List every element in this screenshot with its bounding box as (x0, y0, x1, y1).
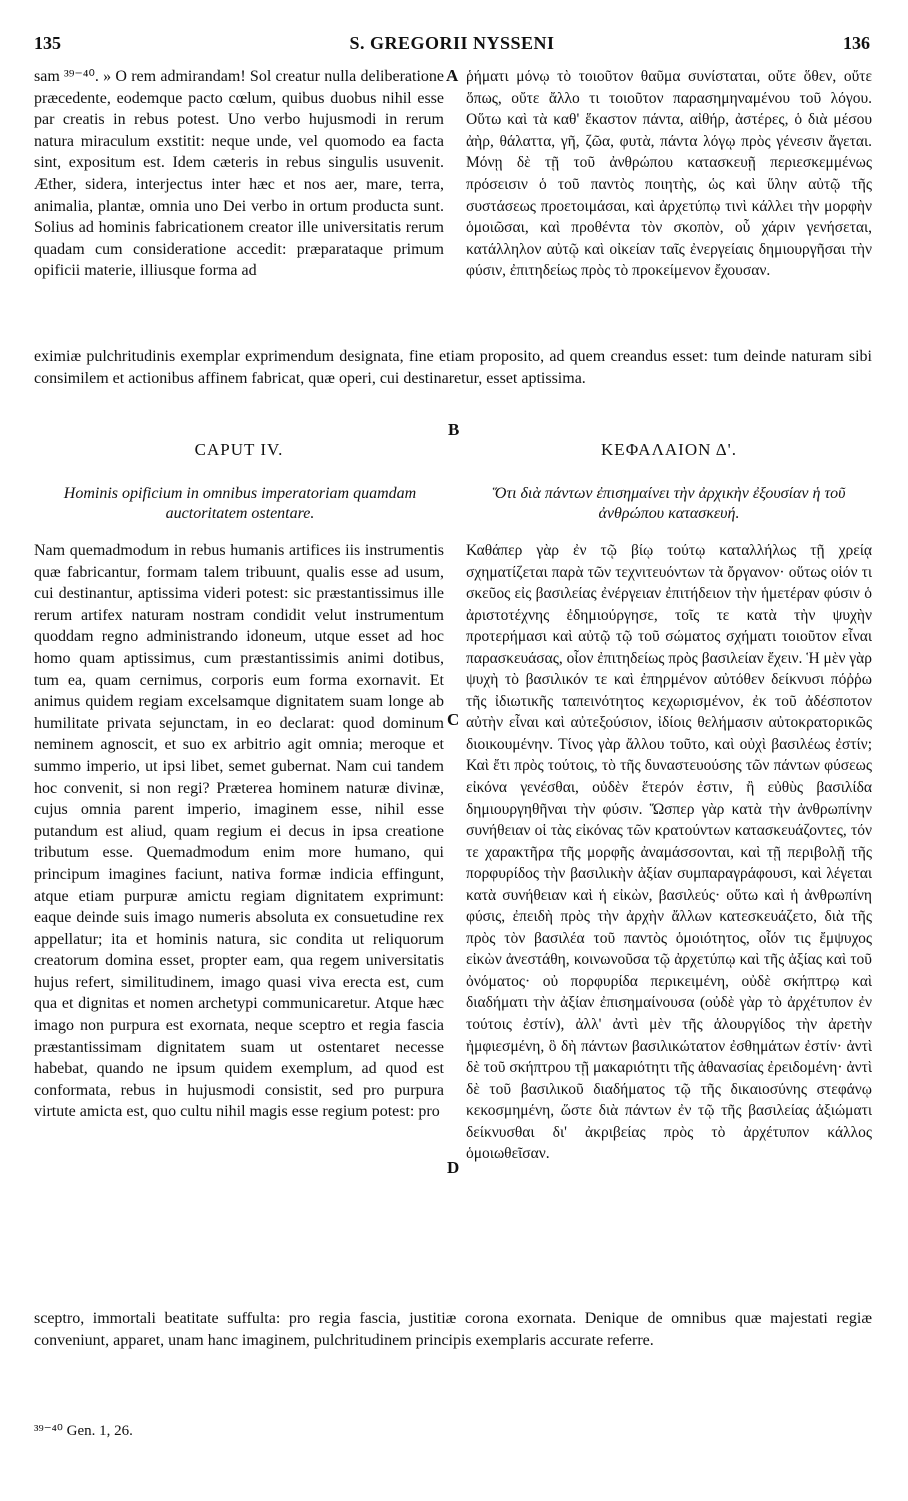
running-title: S. GREGORII NYSSENI (349, 33, 555, 53)
latin-column-main (34, 540, 444, 1123)
latin-chapter-subtitle: Hominis opificium in omnibus imperatoriam quamdam auctoritatem ostentare. (63, 485, 417, 522)
page-number-right: 136 (843, 33, 870, 53)
greek-chapter-heading: ΚΕΦΑΛΑΙΟΝ Δ'. (601, 440, 737, 459)
greek-paragraph-main: Καθάπερ γὰρ ἐν τῷ βίῳ τούτῳ καταλλήλως τῇ χρείᾳ σχηματίζεται παρὰ τῶν τεχνιτευόντων τὰ ὄργανον· οὕτως οἱόν τι σκεῦος εἰς βασιλείας ἐνέργειαν ἐπιτήδειον τὴν ἡμετέραν φύσιν ὁ ἀριστοτέχνης ἐδημιούργησε, τοῖς τε κατὰ τὴν ψυχὴν προτερήμασι καὶ αὐτῷ τῷ τοῦ σώματος σχήματι τοιοῦτον εἶναι παρασκευάσας, οἷον ἐπιτηδείως πρὸς βασιλείαν ἔχειν. Ἡ μὲν γὰρ ψυχὴ τὸ βασιλικόν τε καὶ ἐπηρμένον αὐτόθεν δείκνυσι πόῤῥω τῆς ἰδιωτικῆς ταπεινότητος κεχωρισμένον, ἐκ τοῦ ἀδέσποτον αὐτὴν εἶναι καὶ αὐτεξούσιον, ἰδίοις θελήμασιν αὐτοκρατορικῶς διοικουμένην. Τίνος γὰρ ἄλλου τοῦτο, καὶ οὐχὶ βασιλέως ἐστίν; Καὶ ἔτι πρὸς τούτοις, τὸ τῆς δυναστευούσης τῶν πάντων φύσεως εἰκόνα γενέσθαι, οὐδὲν ἕτερόν ἐστιν, ἢ εὐθὺς βασιλίδα δημιουργηθῆναι τὴν φύσιν. Ὥσπερ γὰρ κατὰ τὴν ἀνθρωπίνην συνήθειαν οἱ τὰς εἰκόνας τῶν κρατούντων κατασκευάζοντες, τόν τε χαρακτῆρα τῆς μορφῆς ἀναμάσσονται, καὶ τῇ περιβολῇ τῆς πορφυρίδος τὴν βασιλικὴν ἀξίαν συμπαραγράφουσι, καὶ λέγεται κατὰ συνήθειαν καὶ ἡ εἰκὼν, βασιλεύς· οὕτω καὶ ἡ ἀνθρωπίνη φύσις, ἐπειδὴ πρὸς τὴν ἀρχὴν ἄλλων κατεσκευάζετο, διὰ τῆς πρὸς τὸν βασιλέα τοῦ παντὸς ὁμοιότητος, οἷόν τις ἔμψυχος εἰκὼν ἀνεστάθη, κοινωνοῦσα τῷ ἀρχετύπῳ καὶ τῆς ἀξίας καὶ τοῦ ὀνόματος· οὐ πορφυρίδα περικειμένη, οὐδὲ σκήπτρῳ καὶ διαδήματι τὴν ἀξίαν ἐπισημαίνουσα (οὐδὲ γὰρ τὸ ἀρχέτυπον ἐν τούτοις ἐστίν), ἀλλ' ἀντὶ μὲν τῆς ἁλουργίδος τὴν ἀρετὴν ἠμφιεσμένη, ὃ δὴ πάντων βασιλικώτατον ἐσθημάτων ἐστίν· ἀντὶ δὲ τοῦ σκήπτρου τῇ μακαριότητι τῆς ἀθανασίας ἐρειδομένη· ἀντὶ δὲ τοῦ βασιλικοῦ διαδήματος τῷ τῆς δικαιοσύνης στεφάνῳ κεκοσμημένη, ὥστε διὰ πάντων ἐν τῷ τῆς βασιλείας ἀξιώματι δείκνυσθαι δι' ἀκριβείας πρὸς τὸ ἀρχέτυπον κάλλος ὁμοιωθεῖσαν. (466, 542, 872, 1163)
greek-paragraph-top: ῥήματι μόνῳ τὸ τοιοῦτον θαῦμα συνίσταται, οὔτε ὅθεν, οὔτε ὅπως, οὔτε ἄλλο τι τοιοῦτον παρασημηναμένου τοῦ λόγου. Οὕτω καὶ τὰ καθ' ἕκαστον πάντα, αἰθήρ, ἀστέρες, ὁ διὰ μέσου ἀὴρ, θάλαττα, γῆ, ζῶα, φυτὰ, πάντα λόγῳ πρὸς γένεσιν ἄγεται. Μόνῃ δὲ τῇ τοῦ ἀνθρώπου κατασκευῇ περιεσκεμμένως πρόσεισιν ὁ τοῦ παντὸς ποιητὴς, ὡς καὶ ὕλην αὐτῷ τῆς συστάσεως προετοιμάσαι, καὶ ἀρχετύπῳ τινὶ κάλλει τὴν μορφὴν ὁμοιῶσαι, καὶ προθέντα τὸν σκοπὸν, οὗ χάριν γενήσεται, κατάλληλον αὐτῷ καὶ οἰκείαν ταῖς ἐνεργείαις δημιουργῆσαι τὴν φύσιν, ἐπιτηδείως πρὸς τὸ προκείμενον ἔχουσαν. (466, 68, 872, 280)
latin-chapter-heading: CAPUT IV. (194, 440, 284, 459)
full-width-paragraph-2: sceptro, immortali beatitate suffulta: pro regia fascia, justitiæ corona exornata. Denique de omnibus quæ majestati regiæ conveniunt, apparet, unam hanc imaginem, pulchritudinem principis exemplaris accurate referre. (34, 1310, 872, 1349)
latin-paragraph-top: sam ³⁹⁻⁴⁰. » O rem admirandam! Sol creatur nulla deliberatione præcedente, eodemque pacto cœlum, quibus duobus nihil esse par creatis in rebus potest. Uno verbo hujusmodi in rerum natura miraculum exstitit: neque unde, vel quomodo ea facta sint, expositum est. Idem cæteris in rebus singulis usuvenit. Æther, sidera, interjectus inter hæc et nos aer, mare, terra, animalia, plantæ, omnia uno Dei verbo in ortum producta sunt. Solius ad hominis fabricationem creator ille universitatis rerum quadam cum consideratione accedit: præparataque primum opificii materie, illiusque forma ad (34, 68, 444, 280)
section-marker-b: B (448, 420, 460, 439)
greek-column-top (466, 66, 872, 282)
section-marker-c: C (447, 710, 460, 729)
running-head (34, 33, 870, 57)
section-marker-a: A (446, 66, 459, 85)
greek-chapter-subtitle: Ὅτι διὰ πάντων ἐπισημαίνει τὴν ἀρχικὴν ἐξουσίαν ἡ τοῦ ἀνθρώπου κατασκευή. (492, 485, 846, 522)
section-marker-d: D (447, 1158, 460, 1177)
full-width-paragraph-1: eximiæ pulchritudinis exemplar exprimendum designata, fine etiam proposito, ad quem creandus esset: tum deinde naturam sibi consimilem et actionibus affinem fabricat, quæ operi, cui destinaretur, esset aptissima. (34, 348, 872, 387)
page-number-left: 135 (34, 33, 61, 53)
latin-paragraph-main: Nam quemadmodum in rebus humanis artifices iis instrumentis quæ fabricantur, formam talem tribuunt, qualis esse ad usum, cui destinantur, aptissima videri potest: sic præstantissimus ille rerum artifex naturam nostram condidit velut instrumentum quoddam regno administrando idoneum, utque esset ad hoc homo quam aptissimus, cum præstantissimis animi dotibus, tum ea, quam cernimus, corporis eum forma exornavit. Et animus quidem regiam excelsamque dignitatem suam longe ab humilitate privata sejunctam, in eo declarat: quod dominum neminem agnoscit, et suo ex arbitrio agit omnia; meroque et summo imperio, ut ipsi libet, semet gubernat. Nam cui tandem hoc convenit, si non regi? Præterea hominem naturæ divinæ, cujus omnia parent imperio, imaginem esse, nihil esse putandum est aliud, quam regium ei decus in ipsa creatione tributum esse. Quemadmodum enim more humano, qui principum imagines faciunt, nativa formæ indicia effingunt, atque etiam purpuræ amictu regiam dignitatem exprimunt: eaque deinde suis imago numeris absoluta ex consuetudine rex appellatur; ita et hominis natura, sic condita ut reliquorum creatorum domina esset, propter eam, qua regem universitatis hujus refert, similitudinem, imago quasi viva erecta est, cum qua et dignitas et nomen archetypi communicaretur. Atque hæc imago non purpura est exornata, neque sceptro et regia fascia præstantissimam dignitatem suam ut ostentaret necesse habebat, quando ne ipsum quidem exemplum, ad quod est conformata, rebus in hujusmodi consistit, sed pro purpura virtute amicta est, quo cultu nihil magis esse regium potest: pro (34, 542, 444, 1121)
footnote: ³⁹⁻⁴⁰ Gen. 1, 26. (34, 1423, 133, 1439)
latin-column-top (34, 66, 444, 282)
greek-column-main (466, 540, 872, 1165)
